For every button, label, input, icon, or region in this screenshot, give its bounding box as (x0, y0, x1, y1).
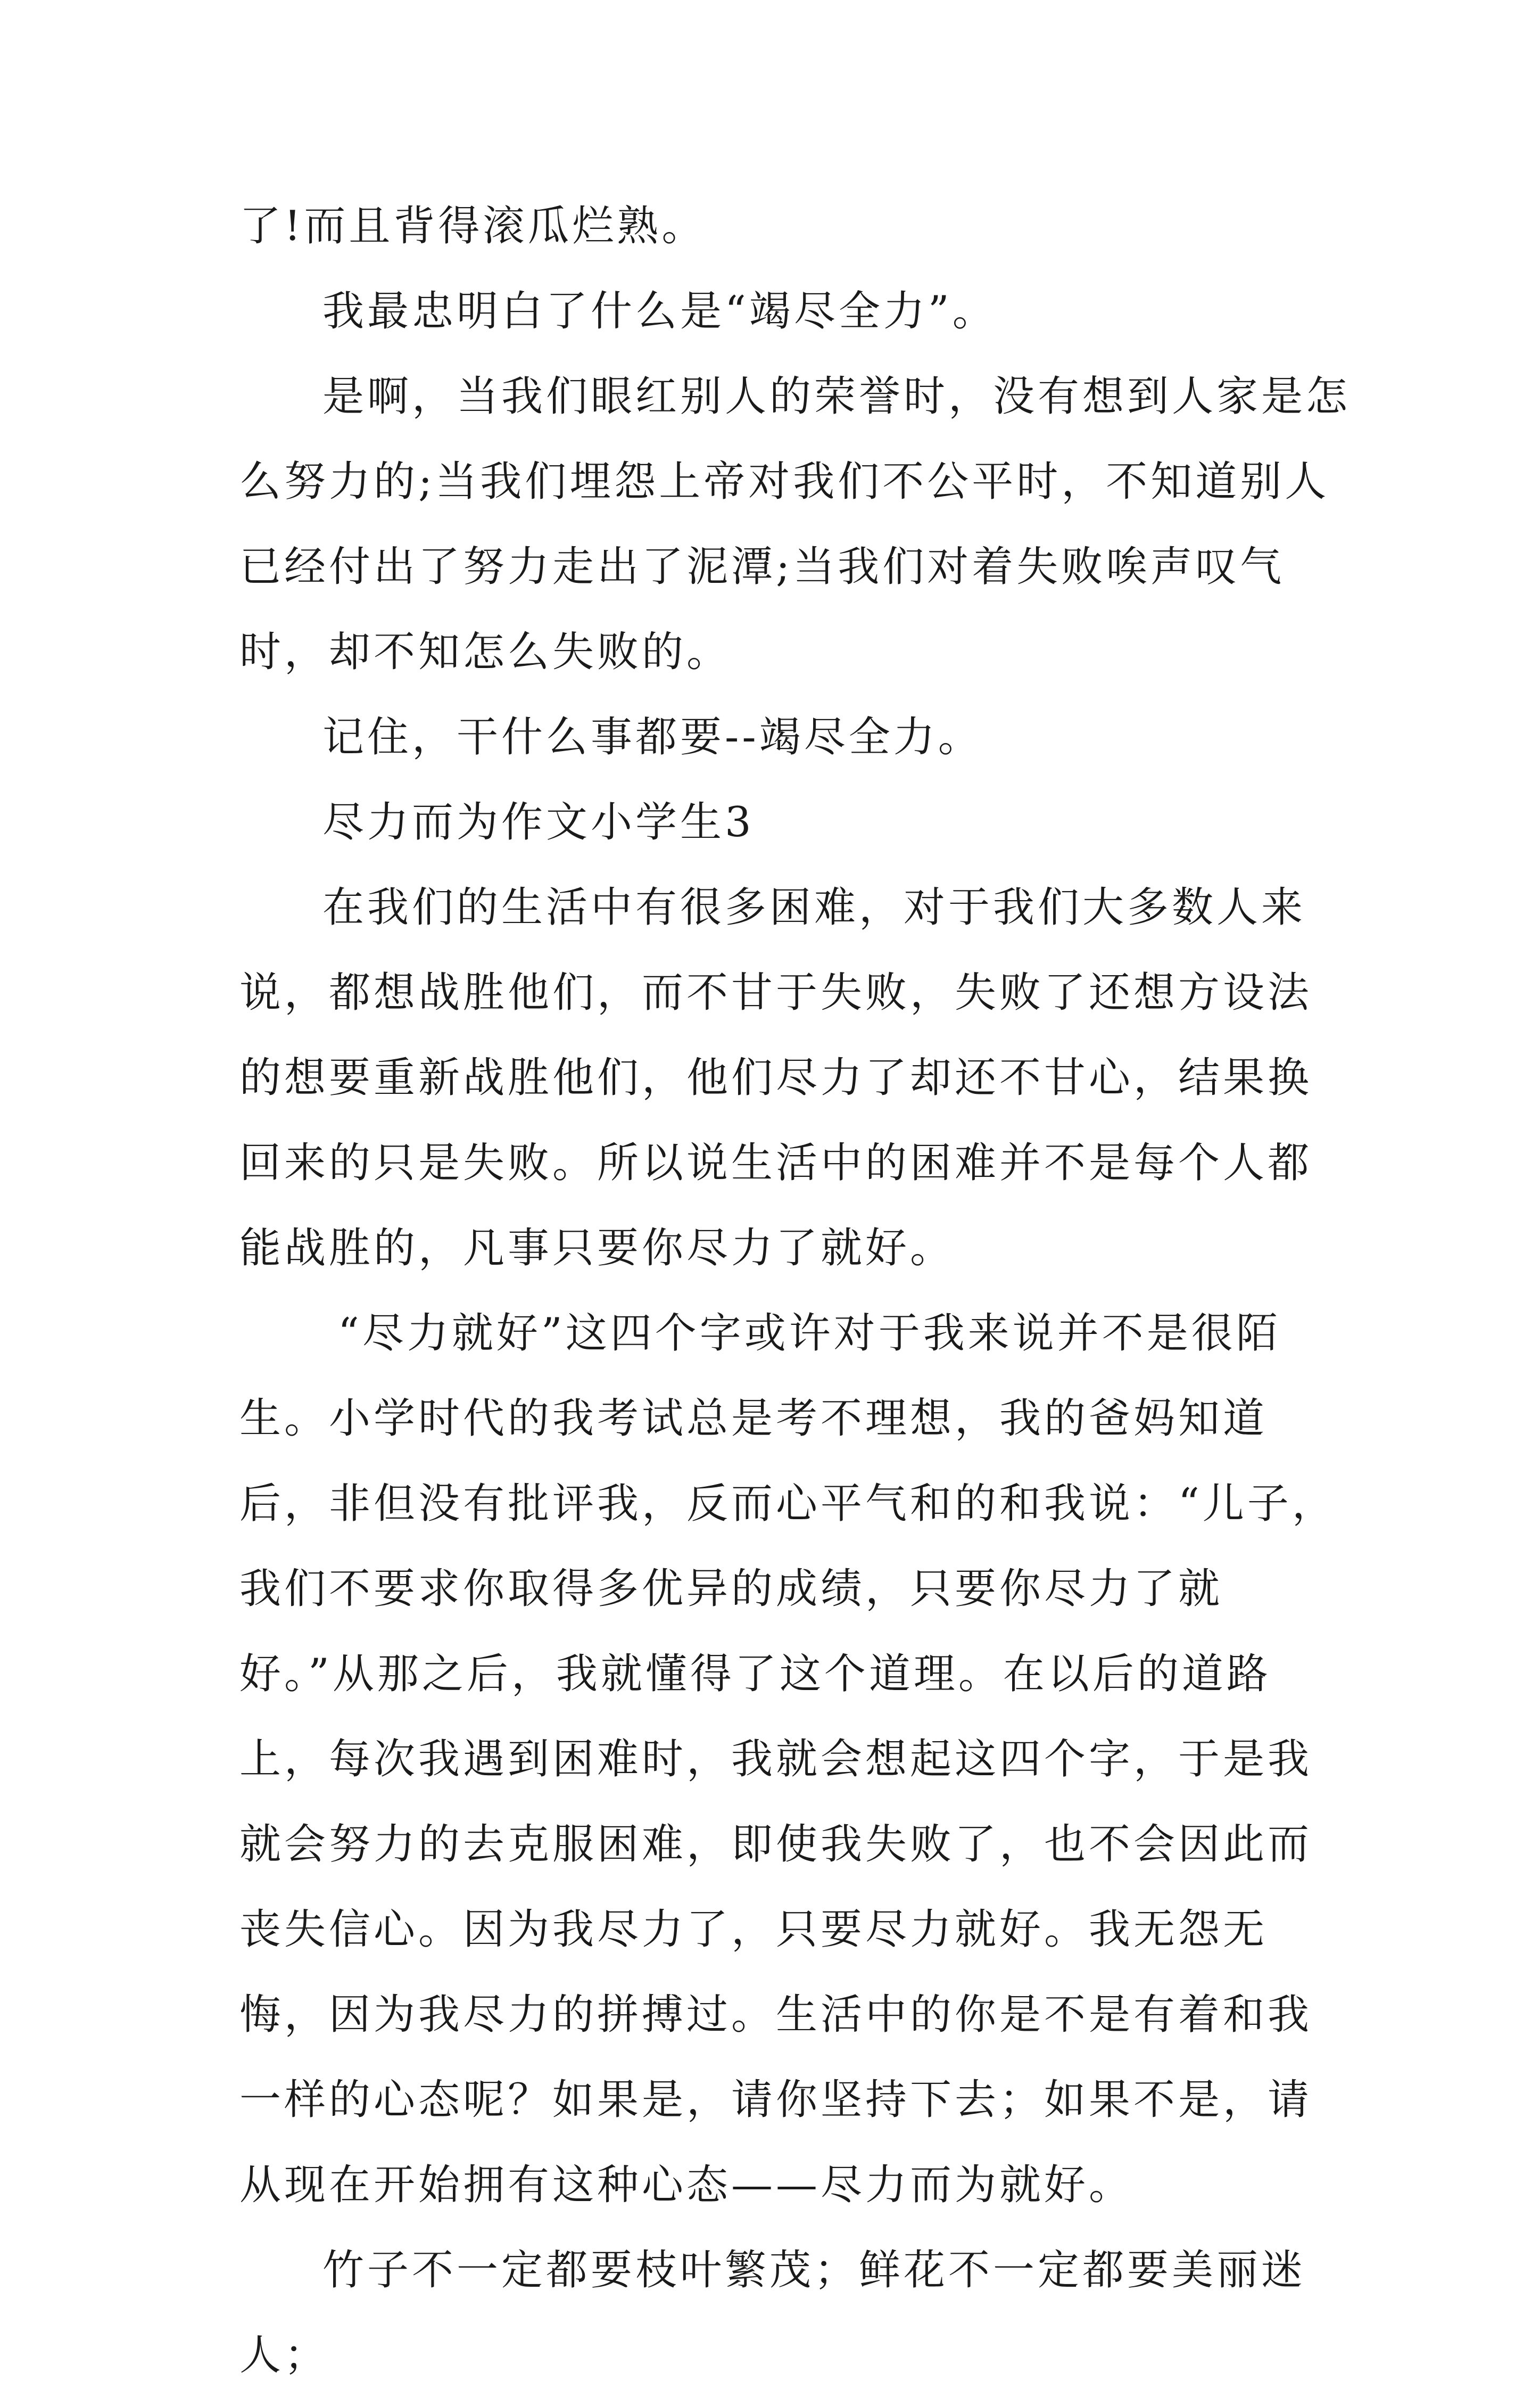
paragraph-3: 是啊，当我们眼红别人的荣誉时，没有想到人家是怎么努力的;当我们埋怨上帝对我们不公平时，不知道别人已经付出了努力走出了泥潭;当我们对着失败唉声叹气时，却不知怎么失败的。 (239, 373, 1351, 676)
paragraph-7: 竹子不一定都要枝叶繁茂；鲜花不一定都要美丽迷人； (239, 2246, 1306, 2379)
section-heading: 尽力而为作文小学生3 (322, 798, 755, 846)
paragraph-1: 了!而且背得滚瓜烂熟。 (239, 202, 707, 250)
document-body (239, 184, 1352, 2398)
paragraph-2: 我最忠明白了什么是“竭尽全力”。 (322, 287, 997, 335)
paragraph-5: 在我们的生活中有很多困难，对于我们大多数人来说，都想战胜他们，而不甘于失败，失败了还想方设法的想要重新战胜他们，他们尽力了却还不甘心，结果换回来的只是失败。所以说生活中的困难并不是每个人都能战胜的，凡事只要你尽力了就好。 (239, 884, 1313, 1272)
paragraph-6: “尽力就好”这四个字或许对于我来说并不是很陌生。小学时代的我考试总是考不理想，我的爸妈知道后，非但没有批评我，反而心平气和的和我说：“儿子，我们不要求你取得多优异的成绩，只要你尽力了就好。”从那之后，我就懂得了这个道理。在以后的道路上，每次我遇到困难时，我就会想起这四个字，于是我就会努力的去克服困难，即使我失败了，也不会因此而丧失信心。因为我尽力了，只要尽力就好。我无怨无悔，因为我尽力的拼搏过。生活中的你是不是有着和我一样的心态呢？如果是，请你坚持下去；如果不是，请从现在开始拥有这种心态——尽力而为就好。 (239, 1309, 1337, 2209)
paragraph-4: 记住，干什么事都要--竭尽全力。 (322, 713, 983, 761)
